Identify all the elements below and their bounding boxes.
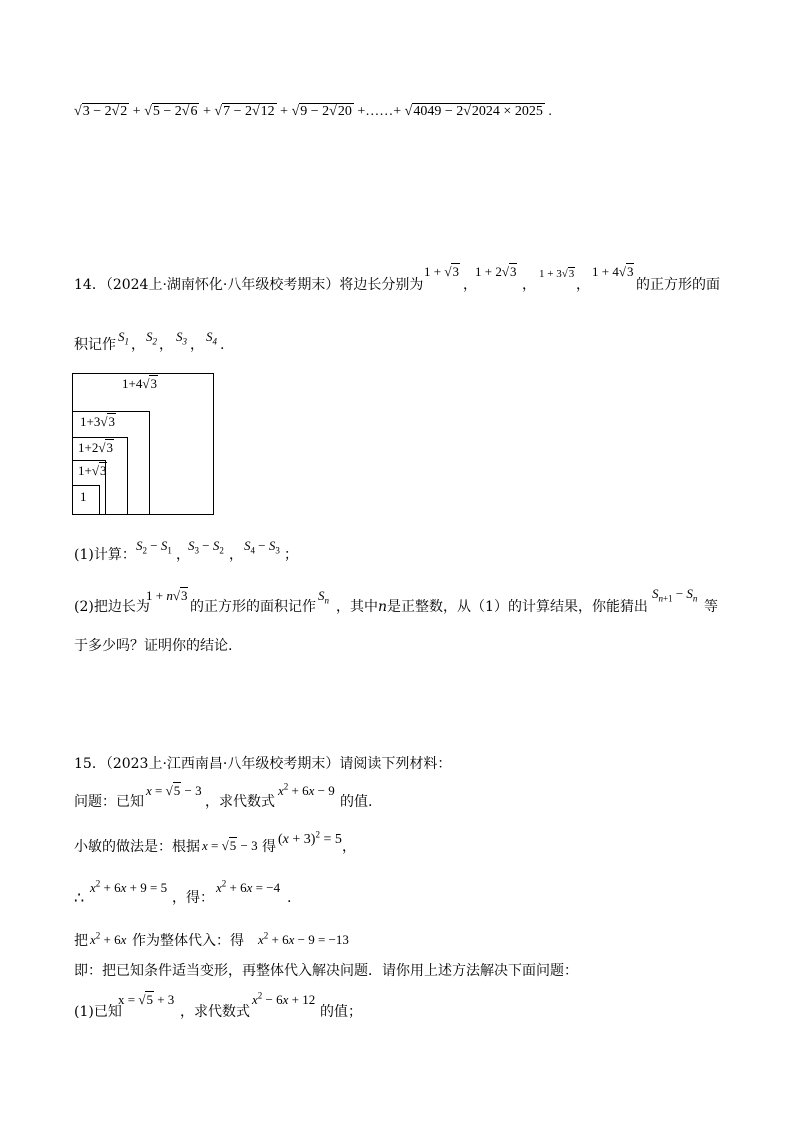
q15-sub-a: 把 [74,933,88,949]
q14-part2-e: 等 [704,599,718,615]
q14-part1-sep-2: ， [229,547,243,563]
q15-therefore: ∴ [74,888,85,907]
q14-part1-end: ； [284,547,298,563]
q14-part2-d: 是正整数，从（1）的计算结果，你能猜出 [387,599,648,615]
q15-problem-c: 的值. [340,794,373,810]
q15-method-a: 小敏的做法是：根据 [74,839,200,855]
q14-tail: 的正方形的面 [636,277,720,293]
q14-line2-prefix: 积记作 [74,337,116,353]
label-side-1: 1+√3 [78,463,107,478]
q14-squares-figure [72,373,214,515]
q15-step1: $x^2 + 6x + 9 = 5$ [90,878,168,895]
q15-step1-b: ，得： [172,890,214,906]
q15-p1-expr: $x^2 - 6x + 12$ [252,990,316,1007]
q14-part1-expr-3: $S_4 - S_3$ [244,538,280,556]
q14-part2-expr: $S_{n+1} - S_n$ [652,586,698,604]
q14-side-2: 1 + 2√3 [475,264,517,279]
q15-method-b: 得 [262,839,276,855]
q14-side-1: 1 + √3 [424,264,459,279]
q15-sub-b: 作为整体代入：得 [132,933,244,949]
q15-step2-end: . [287,890,292,906]
q15-p1-a: (1)已知 [74,1004,122,1020]
q14-part2-b: 的正方形的面积记作 [190,599,316,615]
q15-source: （2023上·江西南昌·八年级校考期末） [105,756,340,772]
q15-p1-c: 的值； [320,1004,362,1020]
q14-sep-1: ， [463,277,477,293]
q15-problem-a: 问题：已知 [74,794,144,810]
q15-problem-x: x = √5 − 3 [146,783,202,798]
q15-method-eq: $(x + 3)^2 = 5$ [278,829,342,847]
q15-problem-b: ，求代数式 [205,794,275,810]
q14-part2-line2: 于多少吗？证明你的结论. [74,638,233,654]
q15-step2: $x^2 + 6x = -4$ [216,878,281,895]
q14-area-sep-1: ， [131,337,145,353]
q15-p1-x: x = √5 + 3 [118,992,175,1007]
q14-part2-side: 1 + n√3 [146,588,188,603]
q14-part1-expr-2: $S_3 - S_2$ [188,538,224,556]
q14-area-s1: $S_1$ [118,329,129,347]
q15-number: 15． [74,756,106,772]
q14-area-s2: $S_2$ [146,329,157,347]
q14-area-sep-3: ， [190,337,204,353]
q14-side-3: 1 + 3√3 [539,268,575,280]
label-side-2: 1+2√3 [78,440,113,455]
q15-intro: 请阅读下列材料： [339,756,452,772]
q14-area-s3: $S_3$ [176,329,187,347]
q14-area-sep-2: ， [159,337,173,353]
q14-side-4: 1 + 4√3 [592,264,634,279]
q14-sep-2: ， [522,277,536,293]
q14-part1-expr-1: $S_2 - S_1$ [136,538,172,556]
q15-sub-res: $x^2 + 6x - 9 = -13$ [258,930,349,947]
label-side-3: 1+3√3 [80,414,115,429]
q14-part1-sep-1: ， [176,547,190,563]
q15-method-x: x = √5 − 3 [202,838,258,853]
label-side-0: 1 [80,489,87,504]
q15-p1-b: ，求代数式 [180,1004,250,1020]
q14-number: 14． [74,277,106,293]
q14-part1-label: (1)计算： [74,547,136,563]
top-expression: √3 − 2√2 + √5 − 2√6 + √7 − 2√12 + √9 − 2√20 +……+ √4049 − 2√2024 × 2025 . [74,104,552,119]
q14-area-s4: $S_4$ [206,329,217,347]
q15-summary: 即：把已知条件适当变形，再整体代入解决问题．请你用上述方法解决下面问题： [74,963,578,979]
q14-line1 [74,276,423,294]
q14-part2-area: $S_n$ [318,588,329,606]
q14-part2-a: (2)把边长为 [74,599,150,615]
q14-intro: 将边长分别为 [339,277,424,293]
q15-method-c: ， [342,839,356,855]
top-expression-end: . [548,104,552,119]
q14-part2-c: ，其中 [336,599,378,615]
q14-sep-3: ， [576,277,590,293]
q14-part2-n: n [378,599,388,615]
q15-problem-expr: $x^2 + 6x - 9$ [278,781,335,798]
label-side-4: 1+4√3 [122,376,157,391]
q14-source: （2024上·湖南怀化·八年级校考期末） [105,277,340,293]
q14-line2-end: . [220,337,225,353]
q15-sub-expr: $x^2 + 6x$ [90,930,127,947]
